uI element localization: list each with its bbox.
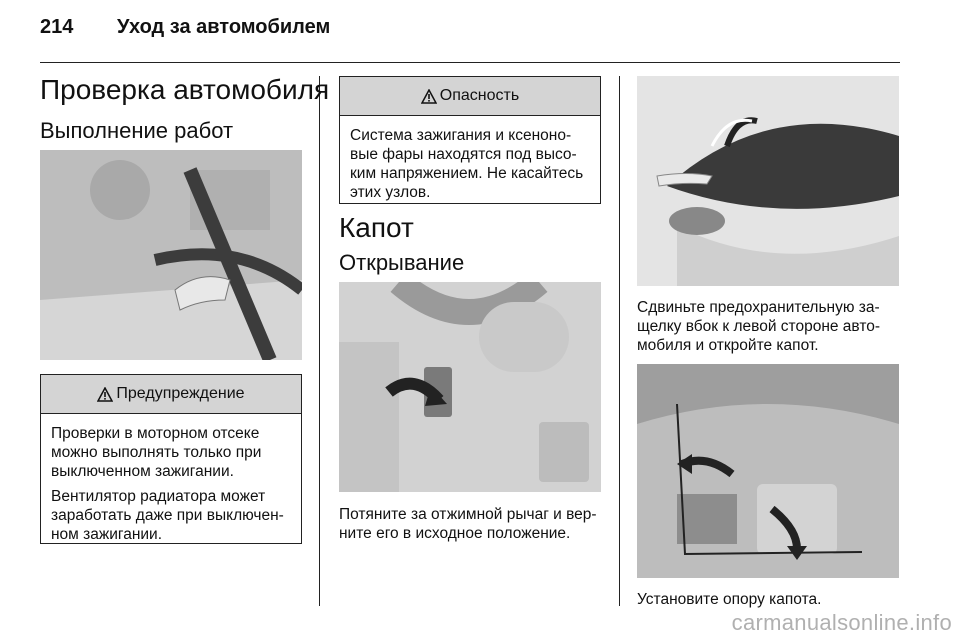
danger-title: Опасность <box>439 87 520 104</box>
warning-text-1: Проверки в моторном отсеке можно выполнять только при выключенном зажигании. <box>51 425 262 480</box>
danger-box <box>339 76 601 204</box>
hood-prop-instruction: Установите опору капота. <box>637 591 822 608</box>
danger-header <box>340 77 600 116</box>
warning-triangle-icon <box>421 89 437 104</box>
warning-triangle-icon <box>97 387 113 402</box>
column-divider-1 <box>319 76 320 606</box>
release-lever-instruction: Потяните за отжимной рычаг и вер-ните его в исходное положение. <box>339 506 597 542</box>
hood-latch-instruction: Сдвиньте предохранительную за-щелку вбок к левой стороне авто-мобиля и откройте капот. <box>637 299 881 354</box>
chapter-title: Уход за автомобилем <box>117 16 331 38</box>
column-divider-2 <box>619 76 620 606</box>
warning-header <box>41 375 301 414</box>
hood-release-lever-illustration <box>339 282 601 492</box>
section-subheading: Выполнение работ <box>40 118 234 143</box>
opening-subheading: Открывание <box>339 250 465 275</box>
header-divider <box>40 62 900 63</box>
warning-text-2: Вентилятор радиатора может заработать даже при выключен-ном зажигании. <box>51 488 284 543</box>
section-heading: Проверка автомобиля <box>40 74 330 105</box>
hood-latch-illustration <box>637 76 899 286</box>
engine-bay-illustration <box>40 150 302 360</box>
danger-text: Система зажигания и ксеноно-вые фары находятся под высо-ким напряжением. Не касайтесь этих узлов. <box>350 127 584 201</box>
warning-title: Предупреждение <box>116 385 245 402</box>
page-number: 214 <box>40 16 74 38</box>
hood-prop-illustration <box>637 364 899 578</box>
watermark: carmanualsonline.info <box>731 610 952 635</box>
hood-heading: Капот <box>339 212 414 243</box>
warning-box <box>40 374 302 544</box>
